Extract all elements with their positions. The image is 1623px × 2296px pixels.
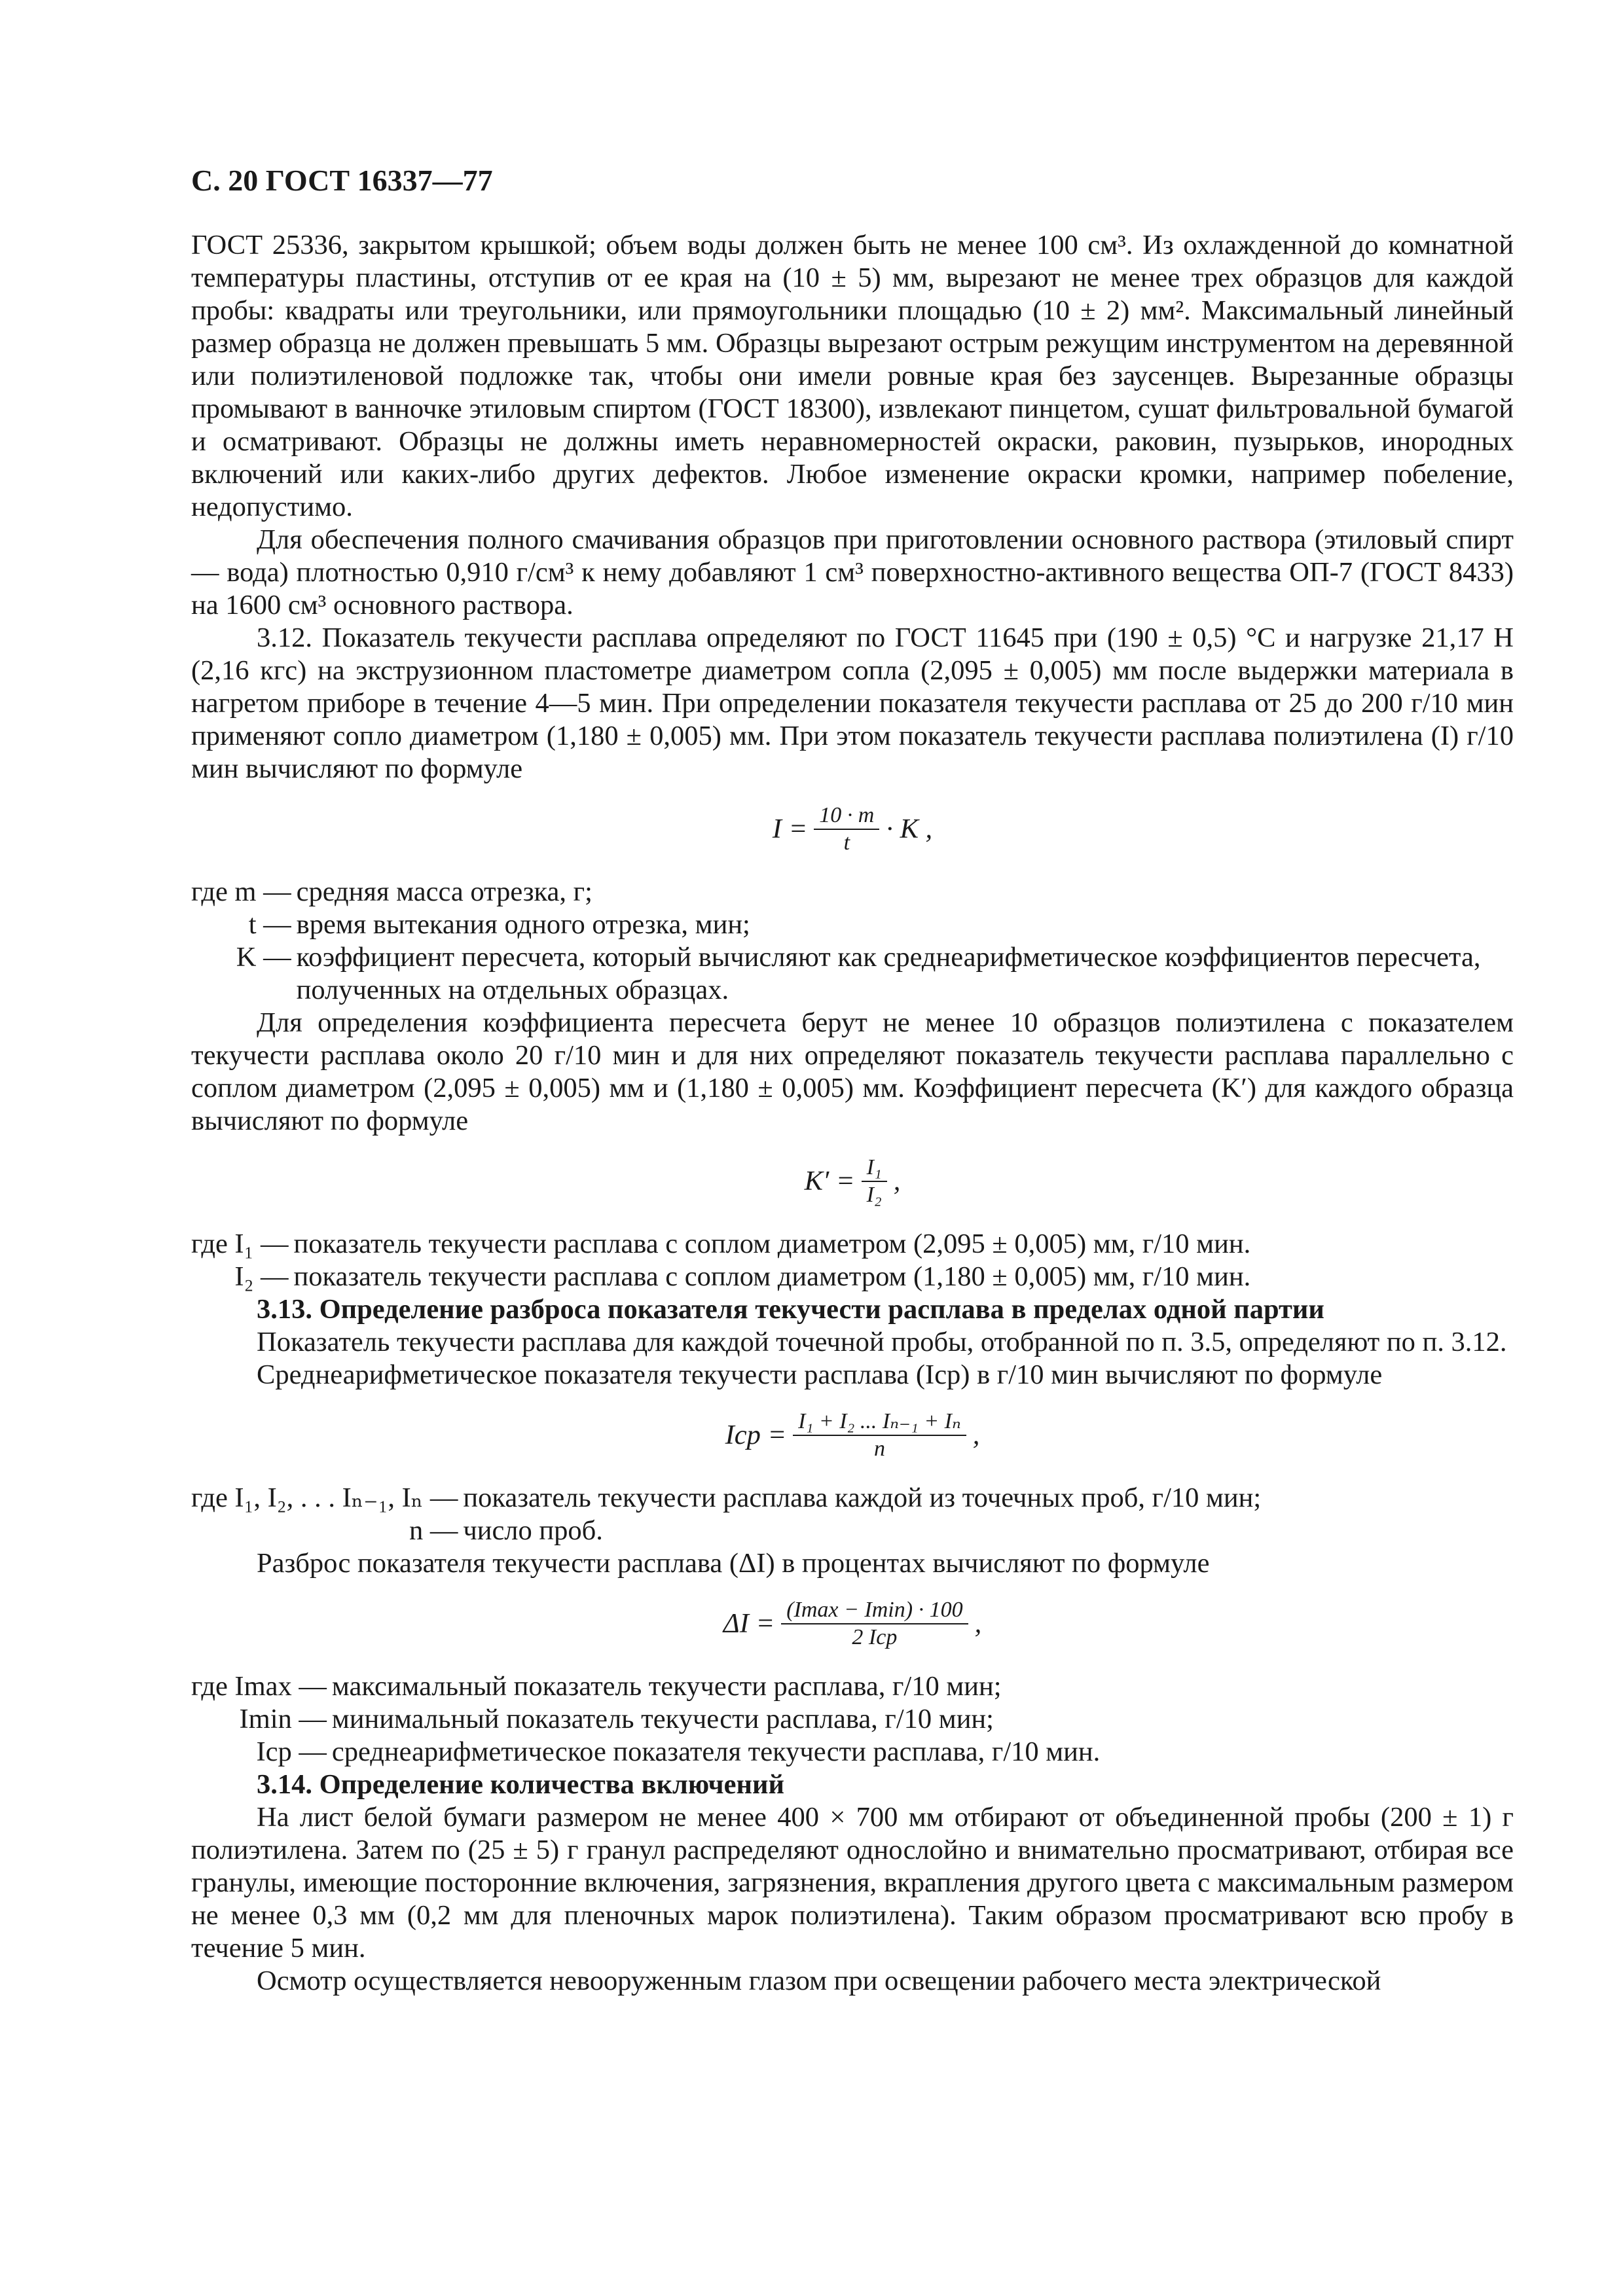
section-heading-3-13: 3.13. Определение разброса показателя текучести расплава в пределах одной партии [257,1294,1324,1325]
legend-text: показатель текучести расплава каждой из точечных проб, г/10 мин; [463,1482,1262,1513]
formula-denominator: n [873,1437,885,1461]
legend-text: коэффициент пересчета, который вычисляют как среднеарифметическое коэффициентов пересчета, полученных на отдельных образцах. [296,942,1481,1005]
legend-key: Iср — [256,1736,327,1767]
formula-legend [191,876,1514,1007]
formula-denominator: t [843,831,850,855]
legend-text: минимальный показатель текучести расплава, г/10 мин; [331,1704,994,1734]
legend-key: Imin — [239,1704,327,1734]
paragraph: Для обеспечения полного смачивания образцов при приготовлении основного раствора (этиловый спирт — вода) плотностью 0,910 г/см³ к нему добавляют 1 см³ поверхностно-активного вещества ОП-7 (ГОСТ 8433) на 1600 см³ основного раствора. [191,524,1514,620]
section-heading-3-14: 3.14. Определение количества включений [257,1769,784,1800]
paragraph: 3.12. Показатель текучести расплава определяют по ГОСТ 11645 при (190 ± 0,5) °С и нагрузке 21,17 Н (2,16 кгс) на экструзионном пластометре диаметром сопла (2,095 ± 0,005) мм после выдержки материала в нагретом приборе в течение 4—5 мин. При определении показателя текучести расплава от 25 до 200 г/10 мин применяют сопло диаметром (1,180 ± 0,005) мм. При этом показатель текучести расплава полиэтилена (I) г/10 мин вычисляют по формуле [191,622,1514,784]
formula-legend [191,1670,1514,1768]
formula-numerator: I₁ [862,1155,887,1182]
formula-lhs: Iср = [725,1420,787,1450]
legend-text: время вытекания одного отрезка, мин; [296,909,750,940]
legend-key: I₂ — [234,1261,289,1292]
formula-fraction [781,1597,968,1651]
paragraph: Показатель текучести расплава для каждой точечной пробы, отобранной по п. 3.5, определяют по п. 3.12. [257,1327,1507,1357]
formula-lhs: K′ = [804,1166,855,1196]
formula-lhs: ΔI = [723,1608,775,1639]
legend-text: максимальный показатель текучести расплава, г/10 мин; [331,1671,1002,1702]
paragraph: Для определения коэффициента пересчета берут не менее 10 образцов полиэтилена с показателем текучести расплава около 20 г/10 мин и для них определяют показатель текучести расплава параллельно с соплом диаметром (2,095 ± 0,005) мм и (1,180 ± 0,005) мм. Коэффициент пересчета (K′) для каждого образца вычисляют по формуле [191,1007,1514,1136]
formula-denominator: I₂ [866,1183,882,1207]
formula-denominator: 2 Iср [852,1625,898,1649]
formula-legend [191,1482,1514,1547]
legend-key: K — [236,942,291,973]
formula-average [191,1408,1514,1462]
legend-text: показатель текучести расплава с соплом диаметром (2,095 ± 0,005) мм, г/10 мин. [293,1229,1251,1259]
formula-rhs: , [974,1608,982,1639]
formula-fraction [814,802,879,856]
legend-key: где I₁ — [191,1229,289,1259]
page-header: С. 20 ГОСТ 16337—77 [191,164,493,197]
formula-rhs: · K , [886,814,933,844]
legend-text: показатель текучести расплава с соплом диаметром (1,180 ± 0,005) мм, г/10 мин. [293,1261,1251,1292]
formula-rhs: , [893,1166,901,1196]
paragraph: ГОСТ 25336, закрытом крышкой; объем воды должен быть не менее 100 см³. Из охлажденной до комнатной температуры пластины, отступив от ее края на (10 ± 5) мм, вырезают не менее трех образцов для каждой пробы: квадраты или треугольники, или прямоугольники площадью (10 ± 2) мм². Максимальный линейный размер образца не должен превышать 5 мм. Образцы вырезают острым режущим инструментом на деревянной или полиэтиленовой подложке так, чтобы они имели ровные края без заусенцев. Вырезанные образцы промывают в ванночке этиловым спиртом (ГОСТ 18300), извлекают пинцетом, сушат фильтровальной бумагой и осматривают. Образцы не должны иметь неравномерностей окраски, раковин, пузырьков, инородных включений или каких-либо других дефектов. Любое изменение окраски кромки, например побеление, недопустимо. [191,230,1514,522]
paragraph: Среднеарифметическое показателя текучести расплава (Iср) в г/10 мин вычисляют по формуле [257,1359,1383,1390]
legend-text: среднеарифметическое показателя текучести расплава, г/10 мин. [331,1736,1101,1767]
formula-spread [191,1597,1514,1651]
legend-key: t — [248,909,291,940]
paragraph: Осмотр осуществляется невооруженным глазом при освещении рабочего места электрической [257,1965,1381,1996]
legend-text: средняя масса отрезка, г; [296,876,593,907]
legend-key: где I₁, I₂, . . . Iₙ₋₁, Iₙ — [191,1482,458,1513]
formula-fraction [862,1155,887,1208]
formula-fraction [793,1408,966,1462]
formula-numerator: 10 · m [814,802,879,830]
paragraph: На лист белой бумаги размером не менее 400 × 700 мм отбирают от объединенной пробы (200 ± 1) г полиэтилена. Затем по (25 ± 5) г гранул распределяют однослойно и внимательно просматривают, отбирая все гранулы, имеющие посторонние включения, загрязнения, вкрапления другого цвета с максимальным размером не менее 0,3 мм (0,2 мм для пленочных марок полиэтилена). Таким образом просматривают всю пробу в течение 5 мин. [191,1802,1514,1964]
paragraph: Разброс показателя текучести расплава (ΔI) в процентах вычисляют по формуле [257,1548,1210,1579]
formula-rhs: , [972,1420,980,1450]
legend-key: где m — [191,876,291,907]
formula-melt-flow-index [191,802,1514,856]
formula-numerator: I₁ + I₂ ... Iₙ₋₁ + Iₙ [793,1408,966,1436]
formula-lhs: I = [772,814,808,844]
legend-text: число проб. [463,1515,603,1546]
formula-conversion-coefficient [191,1155,1514,1208]
formula-legend [191,1228,1514,1293]
legend-key: где Imax — [191,1671,327,1702]
formula-numerator: (Imax − Imin) · 100 [781,1597,968,1624]
document-body [191,229,1514,1998]
legend-key: n — [409,1515,458,1546]
